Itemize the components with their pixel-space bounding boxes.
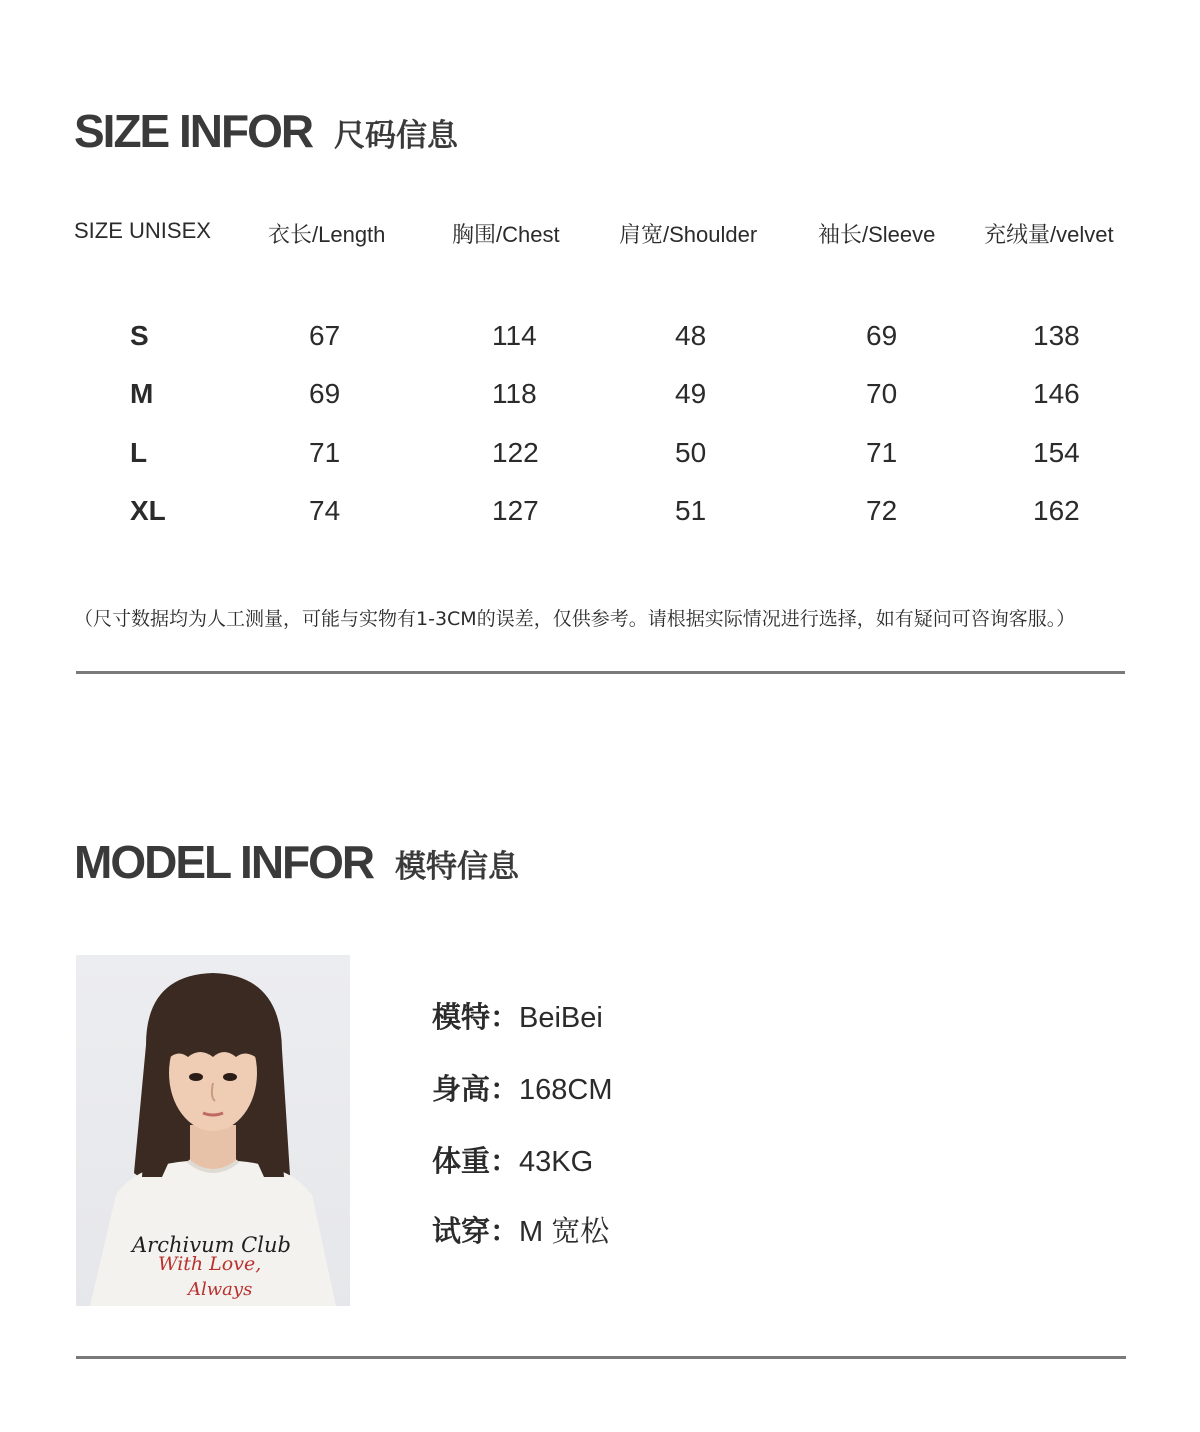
model-photo [76, 955, 350, 1306]
model-weight-key: 体重： [432, 1144, 520, 1178]
table-cell: 69 [866, 320, 898, 351]
table-cell: 72 [866, 495, 898, 526]
table-cell: 114 [492, 320, 537, 351]
model-height-line [432, 1067, 613, 1108]
table-cell: 50 [675, 437, 707, 468]
model-height-key: 身高： [432, 1072, 520, 1106]
size-label-l: L [130, 437, 148, 468]
model-section-title: MODEL INFOR [74, 836, 374, 888]
table-cell: 48 [675, 320, 707, 351]
table-cell: 51 [675, 495, 707, 526]
table-cell: 138 [1033, 320, 1080, 351]
size-section-title-cn: 尺码信息 [334, 118, 458, 154]
table-cell: 127 [492, 495, 539, 526]
shirt-print-text: Archivum Club [132, 1233, 291, 1257]
measurement-note: （尺寸数据均为人工测量，可能与实物有1-3CM的误差，仅供参考。请根据实际情况进行选择，如有疑问可咨询客服。） [74, 608, 1076, 630]
section-divider [76, 671, 1125, 674]
table-cell: 122 [492, 437, 539, 468]
column-header-length: 衣长/Length [268, 222, 386, 247]
model-section-title-cn: 模特信息 [395, 849, 519, 885]
table-cell: 162 [1033, 495, 1080, 526]
size-label-xl: XL [130, 495, 166, 526]
column-header-sleeve: 袖长/Sleeve [818, 222, 936, 247]
model-name-value: BeiBei [519, 1002, 603, 1034]
model-name-key: 模特： [432, 1000, 520, 1034]
table-cell: 70 [866, 378, 898, 409]
table-cell: 146 [1033, 378, 1080, 409]
table-cell: 49 [675, 378, 707, 409]
size-label-s: S [130, 320, 149, 351]
table-cell: 67 [309, 320, 341, 351]
size-label-m: M [130, 378, 154, 409]
table-cell: 154 [1033, 437, 1080, 468]
shirt-print-text: With Love, [158, 1253, 262, 1275]
column-header-velvet: 充绒量/velvet [984, 222, 1114, 247]
model-height-value: 168CM [519, 1074, 613, 1106]
section-divider [76, 1356, 1126, 1359]
column-header-chest: 胸围/Chest [452, 222, 560, 247]
table-cell: 74 [309, 495, 341, 526]
table-cell: 71 [309, 437, 341, 468]
table-cell: 71 [866, 437, 898, 468]
column-header-size: SIZE UNISEX [74, 218, 211, 243]
size-section-title: SIZE INFOR [74, 105, 313, 157]
model-name-line [432, 995, 603, 1036]
column-header-shoulder: 肩宽/Shoulder [619, 222, 758, 247]
model-fit-key: 试穿： [432, 1214, 520, 1248]
table-cell: 69 [309, 378, 341, 409]
model-weight-line [432, 1139, 593, 1180]
shirt-print-text: Always [188, 1279, 253, 1300]
model-weight-value: 43KG [519, 1146, 594, 1178]
model-fit-line [432, 1209, 609, 1250]
model-fit-value: M 宽松 [519, 1216, 610, 1248]
table-cell: 118 [492, 378, 537, 409]
